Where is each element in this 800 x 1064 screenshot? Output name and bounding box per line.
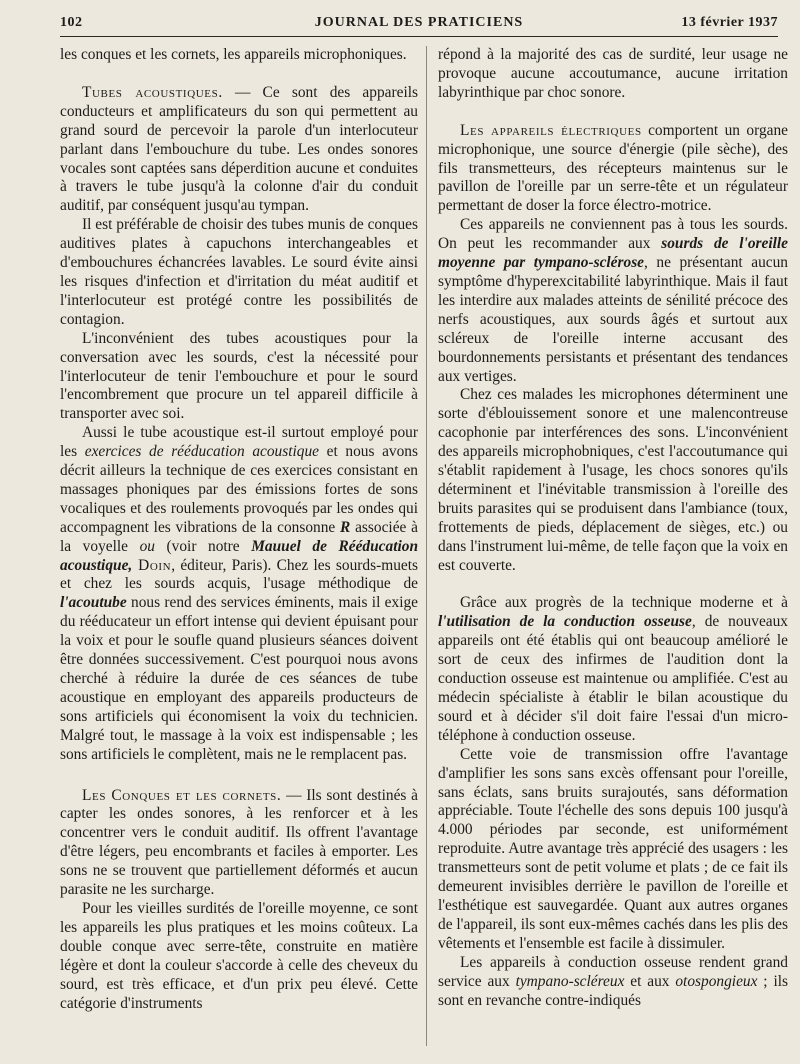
section-heading-tubes: Tubes acoustiques. bbox=[82, 83, 223, 101]
paragraph: Cette voie de transmission offre l'avantage d'amplifier les sons sans excès offensant pour l'oreille, sans éclats, sans bruits surajoutés, sans déformation appréciable. Toute l'échelle des sons depuis 100 jusqu'à 4.000 périodes par seconde, est uniformément reproduite. Autre avantage très apprécié des usagers : les transmetteurs sont de petit volume et plats ; de ce fait ils demeurent invisibles derrière le pavillon de l'oreille et l'esthétique est sauvegardée. Quant aux autres organes de l'appareil, ils sont eux-mêmes cachés dans les plis des vêtements et l'ensemble est facile à dissimuler. bbox=[438, 745, 788, 952]
paragraph: Il est préférable de choisir des tubes munis de conques auditives plates à capuchons interchangeables et d'embouchures échancrées lavables. Le sourd évite ainsi les risques d'infection et d'irritation du méat auditif et l'interlocuteur est protégé contre les possibilités de contagion. bbox=[60, 216, 418, 328]
page-number: 102 bbox=[60, 15, 83, 30]
journal-title: JOURNAL DES PRATICIENS bbox=[314, 15, 524, 30]
paragraph-conques bbox=[60, 787, 418, 900]
paragraph: L'inconvénient des tubes acoustiques pour la conversation avec les sourds, c'est la nécessité pour l'interlocuteur de tenir l'embouchure et pour le sourd l'encombrement que procure un tel appareil difficile à transporter avec soi. bbox=[60, 329, 418, 423]
paragraph: les conques et les cornets, les appareils microphoniques. bbox=[60, 46, 407, 63]
text-run: Les appareils à conduction osseuse rendent grand service aux bbox=[438, 953, 788, 990]
paragraph: répond à la majorité des cas de surdité, leur usage ne provoque aucune accoutumance, aucune irritation labyrinthique par choc sonore. bbox=[438, 46, 788, 101]
left-column bbox=[60, 46, 418, 1013]
italic-term: ou bbox=[139, 537, 155, 555]
paragraph-conduction-osseuse bbox=[438, 594, 788, 745]
paragraph: Pour les vieilles surdités de l'oreille moyenne, ce sont les appareils les plus pratiques et les moins coûteux. La double conque avec serre-tête, construite en matière légère et dont la couleur s'accorde à celle des cheveux du sourd, est très efficace, et d'un prix peu élevé. Cette catégorie d'instruments bbox=[60, 899, 418, 1012]
paragraph-tubes bbox=[60, 84, 418, 216]
text-run: (voir notre bbox=[154, 537, 252, 555]
paragraph-text: — Ce sont des appareils conducteurs et amplificateurs du son qui permettent au grand sourd de percevoir la parole d'un interlocuteur parlant dans l'embouchure du tube. Les ondes sonores vocales sont captées sans déperdition aucune et conduites à travers le tube jusqu'à la colonne d'air du conduit auditif, par conséquent jusqu'au tympan. bbox=[60, 83, 418, 215]
text-run: , de nouveaux appareils ont été établis qui ont beaucoup amélioré le sort de ceux des infirmes de l'audition dont la conduction osseuse est maintenue ou amplifiée. C'est au médecin spécialiste à établir le bilan acoustique du sourd et à décider s'il doit faire l'essai d'un micro-téléphone à conduction osseuse. bbox=[438, 613, 789, 744]
italic-term: sourds de l'oreille moyenne par tympano-sclérose bbox=[438, 235, 789, 272]
text-run: Aussi le tube acoustique est-il surtout employé pour les bbox=[60, 424, 418, 461]
section-heading-conques: Les Conques et les cornets. bbox=[82, 786, 282, 804]
italic-term: otospongieux bbox=[675, 972, 758, 990]
book-title: Mauuel de Rééducation acoustique, bbox=[60, 537, 419, 574]
paragraph-text: — Ils sont destinés à capter les ondes sonores, à les renforcer et à les concentrer vers le conduit auditif. Ils offrent l'avantage d'être légers, peu encombrants et faciles à emporter. Les sons ne se trouvent que partiellement déformés et aucun parasite ne les surcharge. bbox=[60, 786, 418, 899]
paragraph-electriques bbox=[438, 122, 788, 217]
text-run: et aux bbox=[624, 972, 676, 990]
issue-date: 13 février 1937 bbox=[681, 15, 778, 30]
publisher-name: Doin bbox=[132, 556, 172, 574]
paragraph-text: comportent un organe microphonique, une source d'énergie (pile sèche), des fils transmetteurs, des récepteurs maintenus sur le pavillon de l'oreille par un serre-tête et un régulateur permettant de doser la force électro-motrice. bbox=[438, 121, 789, 215]
paragraph-indications bbox=[438, 216, 788, 386]
italic-term: tympano-scléreux bbox=[515, 972, 625, 990]
page-header bbox=[60, 10, 778, 37]
italic-term: exercices de rééducation acoustique bbox=[84, 443, 320, 461]
text-run: nous rend des services éminents, mais il exige du rééducateur un effort intense qui devient épuisant pour la voix et pour le soufle quand plusieurs séances doivent être données successivement. C'est pourquoi nous avons cherché à réduire la durée de ces séances de tube acoustique en employant des appareils producteurs de sons artificiels qui économisent la voix du technicien. Malgré tout, le massage à la voix est indispensable ; les sons artificiels le complètent, mais ne le remplacent pas. bbox=[60, 594, 418, 763]
column-divider bbox=[426, 46, 427, 1046]
section-heading-electriques: Les appareils électriques bbox=[460, 121, 642, 139]
italic-term: l'acoutube bbox=[60, 594, 127, 612]
text-run: ; ils sont en revanche contre-indiqués bbox=[438, 972, 789, 1009]
paragraph-reeducation bbox=[60, 424, 418, 764]
right-column bbox=[438, 46, 788, 1010]
text-run: , ne présentant aucun symptôme d'hyperexcitabilité labyrinthique. Mais il faut les interdire aux malades atteints de sénilité précoce des nerfs acoustiques, aux sourds âgés et surtout aux scléreux de l'oreille interne accusant des bourdonnements persistants et présentant des tendances aux vertiges. bbox=[438, 254, 788, 385]
italic-term: l'utilisation de la conduction osseuse bbox=[438, 613, 692, 631]
text-run: , éditeur, Paris). Chez les sourds-muets et chez les sourds acquis, l'usage méthodique de bbox=[60, 556, 418, 593]
paragraph-indications-osseuse bbox=[438, 954, 788, 1011]
text-run: Ces appareils ne conviennent pas à tous les sourds. On peut les recommander aux bbox=[438, 216, 788, 253]
text-run: associée à la voyelle bbox=[60, 518, 418, 555]
paragraph: Chez ces malades les microphones déterminent une sorte d'éblouissement sonore et une malencontreuse cacophonie par interférences des sons. L'inconvénient des appareils microphobniques, c'est l'accoutumance qui s'établit rapidement à l'usage, les chocs sonores qu'ils déterminent et l'inévitable transmission à l'oreille des bruits parasites qui se produisent dans l'ambiance (toux, frottements de pieds, déplacement de sièges, etc.) ou dans l'instrument lui-même, de telle façon que la voix en est couverte. bbox=[438, 386, 788, 574]
italic-term: R bbox=[340, 518, 351, 536]
text-run: Grâce aux progrès de la technique moderne et à bbox=[460, 594, 788, 612]
text-run: et nous avons décrit ailleurs la technique de ces exercices consistant en massages phoniques par des émissions fortes de sons vocaliques et des roulements provoqués par les ondes qui accompagnent les vibrations de la consonne bbox=[60, 443, 418, 536]
